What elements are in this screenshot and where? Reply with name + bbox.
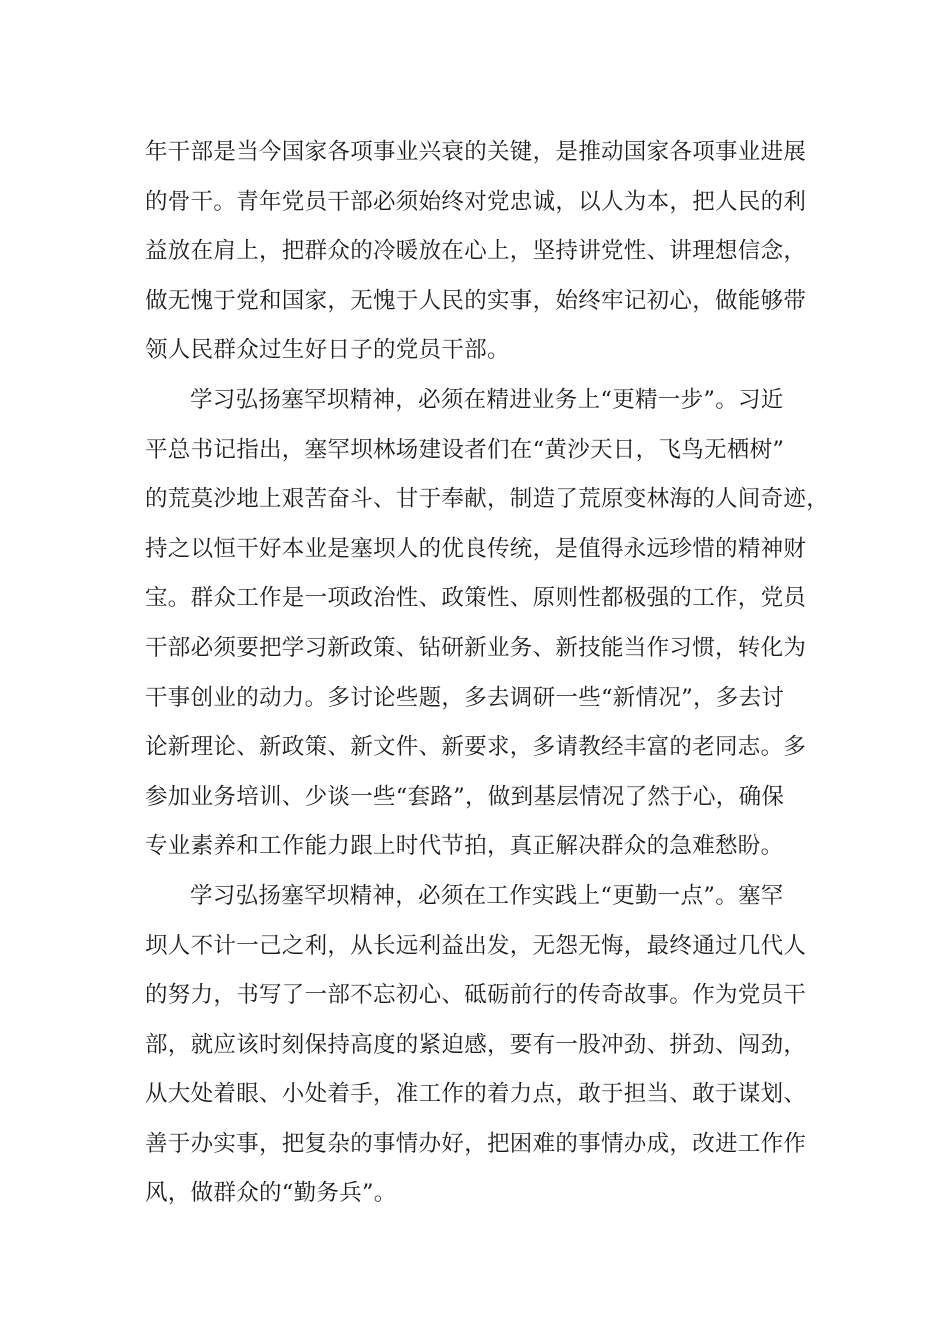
text-line: 风，做群众的“勤务兵”。 [145,1180,397,1207]
text-line: 部，就应该时刻保持高度的紧迫感，要有一股冲劲、拼劲、闯劲， [145,1031,807,1058]
text-line: 持之以恒干好本业是塞坝人的优良传统，是值得永远珍惜的精神财 [145,535,807,562]
text-line: 干事创业的动力。多讨论些题，多去调研一些“新情况”，多去讨 [145,684,785,711]
text-line: 宝。群众工作是一项政治性、政策性、原则性都极强的工作，党员 [145,585,807,612]
text-line: 专业素养和工作能力跟上时代节拍，真正解决群众的急难愁盼。 [145,833,784,860]
paragraph-first-line: 学习弘扬塞罕坝精神，必须在工作实践上“更勤一点”。塞罕 [190,882,784,909]
text-line: 的荒莫沙地上艰苦奋斗、甘于奉献，制造了荒原变林海的人间奇迹， [145,486,830,513]
text-line: 干部必须要把学习新政策、钻研新业务、新技能当作习惯，转化为 [145,634,807,661]
text-line: 论新理论、新政策、新文件、新要求，多请教经丰富的老同志。多 [145,734,807,761]
text-line: 坝人不计一己之利，从长远利益出发，无怨无悔，最终通过几代人 [145,932,807,959]
text-line: 参加业务培训、少谈一些“套路”，做到基层情况了然于心，确保 [145,783,785,810]
text-line: 的骨干。青年党员干部必须始终对党忠诚，以人为本，把人民的利 [145,188,807,215]
text-line: 年干部是当今国家各项事业兴衰的关键，是推动国家各项事业进展 [145,139,807,165]
paragraph-first-line: 学习弘扬塞罕坝精神，必须在精进业务上“更精一步”。习近 [190,386,784,413]
text-line: 善于办实事，把复杂的事情办好，把困难的事情办成，改进工作作 [145,1130,807,1157]
text-line: 益放在肩上，把群众的冷暖放在心上，坚持讲党性、讲理想信念， [145,238,807,265]
text-line: 的努力，书写了一部不忘初心、砥砺前行的传奇故事。作为党员干 [145,982,807,1009]
text-line: 做无愧于党和国家，无愧于人民的实事，始终牢记初心，做能够带 [145,287,807,314]
document-body [145,128,830,1219]
text-line: 平总书记指出，塞罕坝林场建设者们在“黄沙天日，飞鸟无栖树” [145,436,785,463]
text-line: 领人民群众过生好日子的党员干部。 [145,337,510,364]
text-line: 从大处着眼、小处着手，准工作的着力点，敢于担当、敢于谋划、 [145,1081,807,1108]
